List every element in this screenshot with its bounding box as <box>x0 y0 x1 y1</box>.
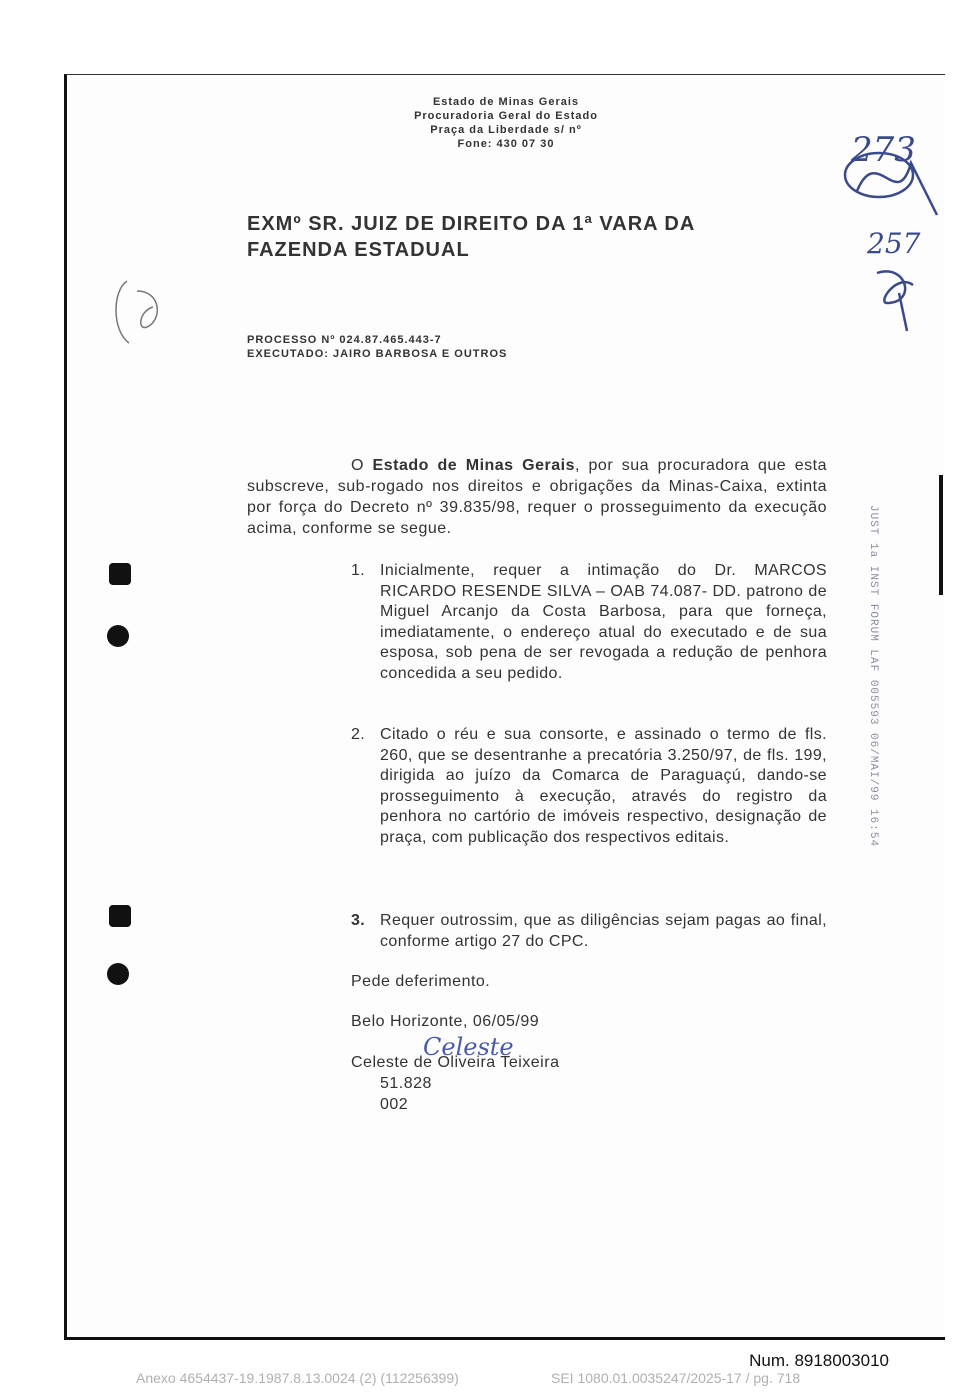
signer-name: Celeste de Oliveira Teixeira <box>351 1054 560 1071</box>
page-number-273: 273 <box>851 130 916 170</box>
pencil-mark <box>107 271 167 351</box>
request-line: Pede deferimento. <box>351 973 491 990</box>
annex-reference: Anexo 4654437-19.1987.8.13.0024 (2) (112256399) <box>136 1370 459 1386</box>
signature: Celeste <box>423 1033 514 1061</box>
intro-start: O <box>351 457 373 474</box>
process-number: PROCESSO Nº 024.87.465.443-7 <box>247 334 442 346</box>
list-item <box>351 561 827 685</box>
letterhead-line: Estado de Minas Gerais <box>432 96 580 108</box>
punch-hole <box>107 963 129 985</box>
sei-reference: SEI 1080.01.0035247/2025-17 / pg. 718 <box>551 1370 801 1386</box>
registration-1: 51.828 <box>380 1075 432 1092</box>
intro-rest: , por sua procuradora que esta subscreve, sub-rogado nos direitos e obrigações da Minas-Caixa, extinta por força do Decreto nº 39.835/98, requer o prosseguimento da execução acima, conforme se segue. <box>247 457 828 537</box>
list-item <box>351 725 827 891</box>
place-date: Belo Horizonte, 06/05/99 <box>351 1013 540 1030</box>
executed-party: EXECUTADO: JAIRO BARBOSA E OUTROS <box>247 348 508 360</box>
initial-scribble-2 <box>877 271 913 331</box>
intro-bold-entity: Estado de Minas Gerais <box>372 457 575 474</box>
addressee-title <box>247 211 767 263</box>
item-number: 1. <box>351 562 366 579</box>
item-text: Inicialmente, requer a intimação do Dr. MARCOS RICARDO RESENDE SILVA – OAB 74.087- DD. patrono de Miguel Arcanjo da Costa Barbosa, para que forneça, imediatamente, o endereço atual do executado e de sua esposa, sob pena de ser revogada a redução de penhora concedida a seu pedido. <box>380 562 827 682</box>
letterhead <box>67 95 945 151</box>
item-number: 2. <box>351 726 366 743</box>
item-text: Requer outrossim, que as diligências sejam pagas ao final, conforme artigo 27 do CPC. <box>380 912 827 950</box>
punch-hole <box>107 625 129 647</box>
item-text: Citado o réu e sua consorte, e assinado o termo de fls. 260, que se desentranhe a precatória 3.250/97, de fls. 199, dirigida ao juízo da Comarca de Paraguaçú, dando-se prosseguimento à execução, através do registro da penhora no cartório de imóveis respectivo, designação de praça, com publicação dos respectivos editais. <box>380 726 827 846</box>
process-block <box>247 333 507 361</box>
court-stamp: JUST 1a INST FORUM LAF 005593 06/MAI/99 16:54 <box>867 505 879 848</box>
initial-scribble <box>857 163 937 215</box>
punch-mark <box>109 563 131 585</box>
list-item <box>351 911 827 953</box>
intro-paragraph <box>247 455 827 539</box>
handwritten-page-numbers <box>837 103 945 343</box>
item-number: 3. <box>351 912 366 929</box>
page-number-257: 257 <box>867 227 921 260</box>
scanned-page <box>64 74 945 1340</box>
letterhead-line: Procuradoria Geral do Estado <box>414 110 598 122</box>
document-number: Num. 8918003010 <box>749 1351 889 1370</box>
registration-2: 002 <box>380 1096 409 1113</box>
punch-mark <box>109 905 131 927</box>
title-line: FAZENDA ESTADUAL <box>247 239 470 261</box>
edge-shadow <box>939 475 943 595</box>
title-line: EXMº SR. JUIZ DE DIREITO DA 1ª VARA DA <box>247 213 696 235</box>
letterhead-line: Praça da Liberdade s/ nº <box>430 124 582 136</box>
letterhead-line: Fone: 430 07 30 <box>457 138 555 150</box>
